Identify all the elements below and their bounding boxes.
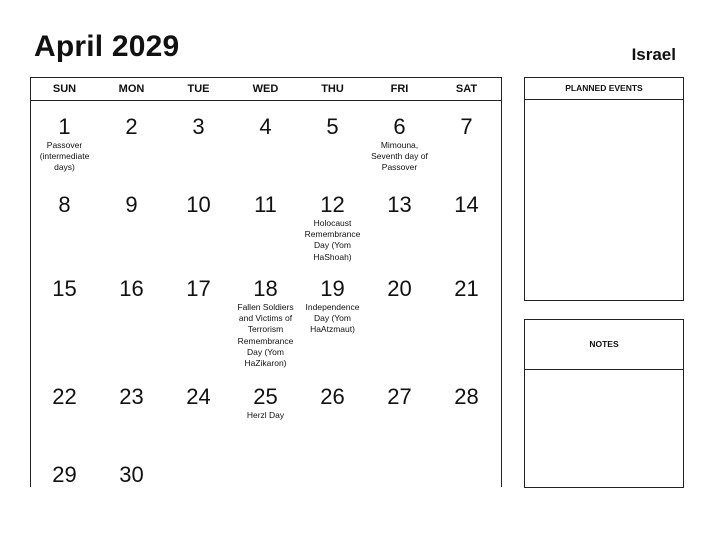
holiday-label: Herzl Day: [246, 410, 285, 420]
planned-events-title: PLANNED EVENTS: [525, 78, 683, 100]
day-cell: [165, 384, 232, 410]
day-number: 19: [320, 276, 345, 301]
day-number: 16: [119, 276, 144, 301]
day-cell: [31, 114, 98, 174]
day-cell: [232, 384, 299, 421]
day-number: 9: [125, 192, 138, 217]
day-cell: [31, 192, 98, 218]
day-number: 24: [186, 384, 211, 409]
holiday-label: Fallen Soldiers and Victims of Terrorism Remembrance Day (Yom HaZikaron): [237, 302, 294, 369]
day-cell: [299, 114, 366, 140]
weekday-mon: MON: [118, 83, 145, 95]
holiday-label: Independence Day (Yom HaAtzmaut): [305, 302, 360, 335]
day-cell: [232, 276, 299, 369]
day-number: 14: [454, 192, 479, 217]
day-number: 22: [52, 384, 77, 409]
day-cell: [299, 384, 366, 410]
holiday-label: Holocaust Remembrance Day (Yom HaShoah): [304, 218, 361, 262]
day-cell: [433, 384, 500, 410]
holiday-label: Mimouna, Seventh day of Passover: [371, 140, 428, 173]
holiday-label: Passover (intermediate days): [39, 140, 90, 173]
day-cell: [433, 114, 500, 140]
day-cell: [98, 384, 165, 410]
day-number: 23: [119, 384, 144, 409]
day-number: 20: [387, 276, 412, 301]
day-cell: [366, 192, 433, 218]
day-cell: [232, 114, 299, 140]
weekday-wed: WED: [252, 83, 279, 95]
weekday-sun: SUN: [52, 83, 77, 95]
day-number: 13: [387, 192, 412, 217]
day-number: 3: [192, 114, 205, 139]
weekday-sat: SAT: [455, 83, 478, 95]
day-number: 12: [320, 192, 345, 217]
calendar-grid: [30, 77, 502, 487]
day-number: 2: [125, 114, 138, 139]
day-cell: [98, 276, 165, 302]
planned-events-panel: [524, 77, 684, 301]
day-number: 11: [254, 192, 277, 217]
day-cell: [232, 192, 299, 218]
day-cell: [165, 192, 232, 218]
day-cell: [98, 192, 165, 218]
day-cell: [366, 384, 433, 410]
weekday-tue: TUE: [187, 83, 210, 95]
day-cell: [433, 192, 500, 218]
weekday-thu: THU: [321, 83, 344, 95]
day-cell: [299, 192, 366, 263]
day-cell: [31, 276, 98, 302]
day-number: 28: [454, 384, 479, 409]
notes-title: NOTES: [525, 320, 683, 370]
day-cell: [366, 276, 433, 302]
day-cell: [299, 276, 366, 336]
weekday-header: [31, 77, 501, 101]
day-number: 25: [253, 384, 278, 409]
day-cell: [165, 114, 232, 140]
day-cell: [98, 114, 165, 140]
day-number: 26: [320, 384, 345, 409]
country-label: Israel: [631, 45, 676, 64]
day-number: 8: [58, 192, 71, 217]
weekday-fri: FRI: [390, 83, 409, 95]
day-cell: [98, 462, 165, 488]
day-number: 6: [393, 114, 406, 139]
day-cell: [31, 384, 98, 410]
notes-panel: [524, 319, 684, 488]
day-number: 29: [52, 462, 77, 487]
day-cell: [433, 276, 500, 302]
day-cell: [366, 114, 433, 174]
day-number: 1: [58, 114, 71, 139]
day-cell: [165, 276, 232, 302]
day-number: 21: [454, 276, 479, 301]
day-number: 7: [460, 114, 473, 139]
day-number: 15: [52, 276, 77, 301]
page-title: April 2029: [34, 30, 180, 63]
day-number: 30: [119, 462, 144, 487]
day-number: 5: [326, 114, 339, 139]
day-number: 10: [186, 192, 211, 217]
day-number: 4: [259, 114, 272, 139]
day-cell: [31, 462, 98, 488]
day-number: 17: [186, 276, 211, 301]
day-number: 18: [253, 276, 278, 301]
day-number: 27: [387, 384, 412, 409]
